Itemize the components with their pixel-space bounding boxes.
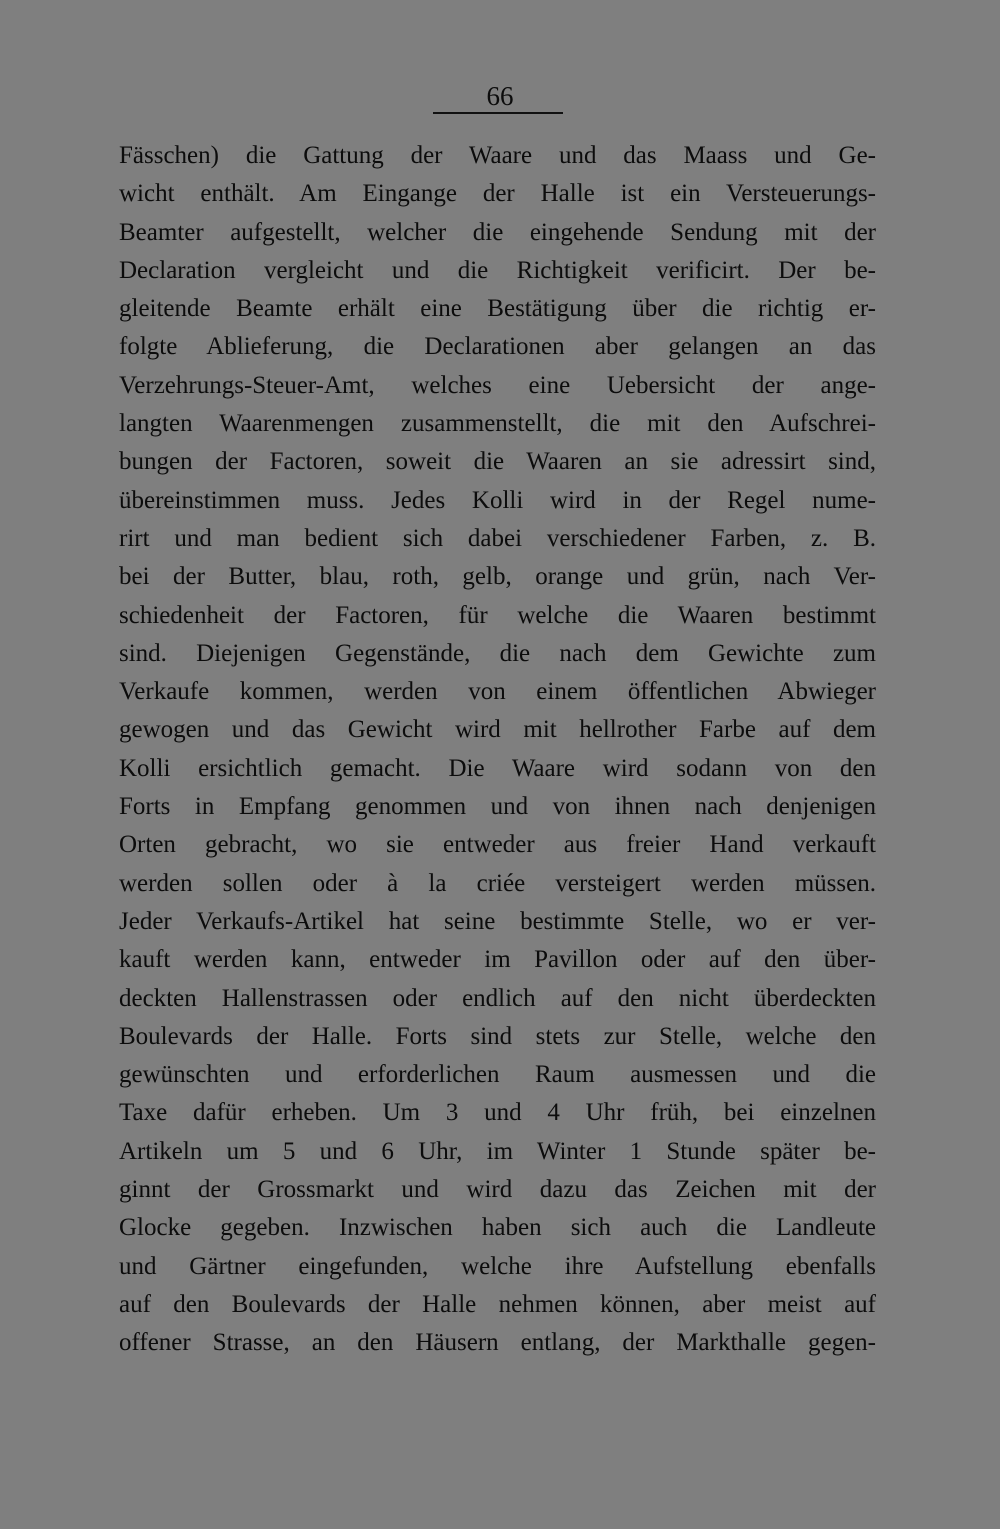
text-line: gewogen und das Gewicht wird mit hellrother Farbe auf dem bbox=[119, 716, 876, 744]
page-number-rule bbox=[433, 112, 563, 114]
text-line: sind. Diejenigen Gegenstände, die nach dem Gewichte zum bbox=[119, 639, 876, 667]
text-line: deckten Hallenstrassen oder endlich auf den nicht überdeckten bbox=[119, 984, 876, 1012]
text-line: bungen der Factoren, soweit die Waaren an sie adressirt sind, bbox=[119, 448, 876, 476]
text-line: Beamter aufgestellt, welcher die eingehende Sendung mit der bbox=[119, 218, 876, 246]
text-line: offener Strasse, an den Häusern entlang, der Markthalle gegen- bbox=[119, 1329, 876, 1357]
text-line: Jeder Verkaufs-Artikel hat seine bestimmte Stelle, wo er ver- bbox=[119, 907, 876, 935]
text-line: rirt und man bedient sich dabei verschiedener Farben, z. B. bbox=[119, 524, 876, 552]
text-line: Forts in Empfang genommen und von ihnen nach denjenigen bbox=[119, 793, 876, 821]
text-line: Taxe dafür erheben. Um 3 und 4 Uhr früh, bei einzelnen bbox=[119, 1099, 876, 1127]
text-line: Verzehrungs-Steuer-Amt, welches eine Uebersicht der ange- bbox=[119, 371, 876, 399]
text-line: Boulevards der Halle. Forts sind stets zur Stelle, welche den bbox=[119, 1022, 876, 1050]
text-line: auf den Boulevards der Halle nehmen können, aber meist auf bbox=[119, 1290, 876, 1318]
text-line: Kolli ersichtlich gemacht. Die Waare wird sodann von den bbox=[119, 754, 876, 782]
text-line: schiedenheit der Factoren, für welche die Waaren bestimmt bbox=[119, 601, 876, 629]
text-line: Verkaufe kommen, werden von einem öffentlichen Abwieger bbox=[119, 678, 876, 706]
text-line: Glocke gegeben. Inzwischen haben sich auch die Landleute bbox=[119, 1214, 876, 1242]
text-line: langten Waarenmengen zusammenstellt, die mit den Aufschrei- bbox=[119, 410, 876, 438]
body-text bbox=[119, 137, 876, 1363]
text-line: Declaration vergleicht und die Richtigkeit verificirt. Der be- bbox=[119, 256, 876, 284]
text-line: folgte Ablieferung, die Declarationen aber gelangen an das bbox=[119, 333, 876, 361]
text-line: Orten gebracht, wo sie entweder aus freier Hand verkauft bbox=[119, 831, 876, 859]
text-line: gleitende Beamte erhält eine Bestätigung über die richtig er- bbox=[119, 295, 876, 323]
text-line: Fässchen) die Gattung der Waare und das Maass und Ge- bbox=[119, 142, 876, 169]
text-line: und Gärtner eingefunden, welche ihre Aufstellung ebenfalls bbox=[119, 1252, 876, 1280]
text-line: wicht enthält. Am Eingange der Halle ist ein Versteuerungs- bbox=[119, 180, 876, 208]
text-line: übereinstimmen muss. Jedes Kolli wird in der Regel nume- bbox=[119, 486, 876, 514]
text-line: werden sollen oder à la criée versteigert werden müssen. bbox=[119, 869, 876, 897]
text-line: ginnt der Grossmarkt und wird dazu das Zeichen mit der bbox=[119, 1176, 876, 1204]
text-line: Artikeln um 5 und 6 Uhr, im Winter 1 Stunde später be- bbox=[119, 1137, 876, 1165]
text-line: kauft werden kann, entweder im Pavillon oder auf den über- bbox=[119, 946, 876, 974]
text-line: gewünschten und erforderlichen Raum ausmessen und die bbox=[119, 1061, 876, 1089]
text-line: bei der Butter, blau, roth, gelb, orange und grün, nach Ver- bbox=[119, 563, 876, 591]
page-number: 66 bbox=[486, 81, 514, 111]
